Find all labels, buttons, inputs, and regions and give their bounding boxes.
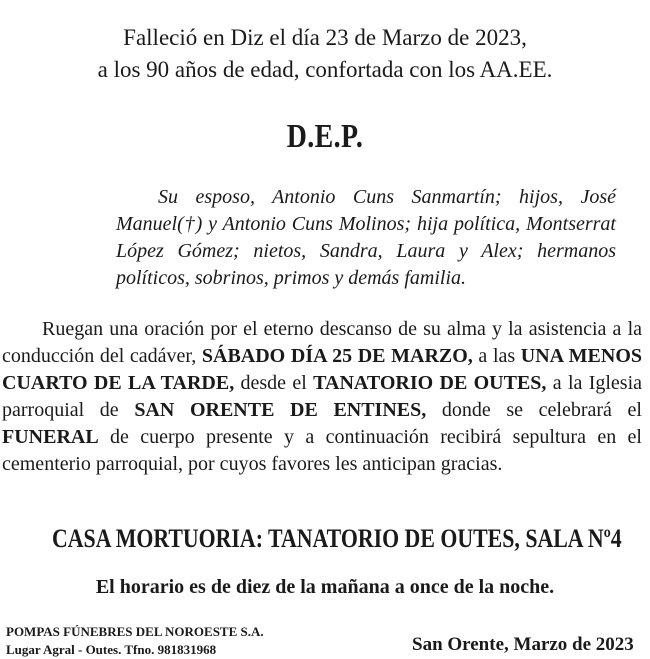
church-name: SAN ORENTE DE ENTINES, — [134, 399, 427, 421]
family-paragraph: Su esposo, Antonio Cuns Sanmartín; hijos, José Manuel(†) y Antonio Cuns Molinos; hija política, Montserrat López Gómez; nietos, Sandra, Laura y Alex; hermanos políticos, sobrinos, primos y demás familia. — [116, 186, 616, 289]
body-text-4: a la Iglesia parroquial de — [2, 372, 643, 421]
funeral-home-address: Lugar Agral - Outes. Tfno. 981831968 — [6, 642, 217, 657]
departure-place: TANATORIO DE OUTES, — [313, 372, 547, 394]
body-text-2: a las — [472, 345, 521, 367]
visiting-hours: El horario es de diez de la mañana a once de la noche. — [95, 576, 555, 598]
death-announcement — [0, 22, 650, 86]
body-text-6: de cuerpo presente y a continuación recibirá sepultura en el cementerio parroquial, por cuyos favores les anticipan gracias. — [2, 426, 642, 475]
mortuary-heading: CASA MORTUORIA: TANATORIO DE OUTES, SALA Nº4 — [52, 524, 622, 553]
signature-date: San Orente, Marzo de 2023 — [412, 634, 634, 655]
funeral-home-info — [6, 623, 264, 659]
death-date-line: Falleció en Diz el día 23 de Marzo de 2023, — [123, 25, 527, 50]
body-text-3: desde el — [234, 372, 314, 394]
funeral-word: FUNERAL — [2, 426, 99, 448]
funeral-details-paragraph — [2, 316, 642, 478]
funeral-home-name: POMPAS FÚNEBRES DEL NOROESTE S.A. — [6, 624, 264, 639]
age-line: a los 90 años de edad, confortada con los AA.EE. — [97, 57, 553, 82]
funeral-day: SÁBADO DÍA 25 DE MARZO, — [201, 345, 473, 367]
body-text-1: Ruegan una oración por el eterno descanso de su alma y la asistencia a la conducción del cadáver, — [2, 318, 642, 367]
dep-heading: D.E.P. — [286, 118, 364, 155]
body-text-5: donde se celebrará el — [426, 399, 642, 421]
funeral-time: UNA MENOS CUARTO DE LA TARDE, — [2, 345, 642, 394]
